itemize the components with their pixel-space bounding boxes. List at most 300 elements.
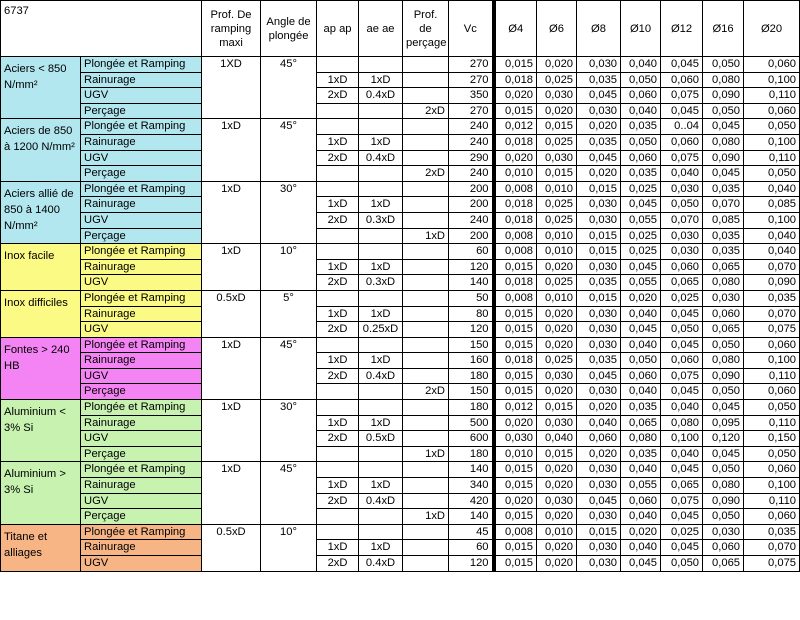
vc-value: 350 bbox=[449, 88, 494, 104]
ae-value: 0.5xD bbox=[359, 431, 403, 447]
plunge-angle: 30° bbox=[261, 181, 317, 243]
feed-value: 0,060 bbox=[744, 462, 800, 478]
feed-value: 0,075 bbox=[744, 322, 800, 338]
feed-value: 0,040 bbox=[621, 306, 661, 322]
drilling-depth bbox=[403, 150, 449, 166]
ap-value: 2xD bbox=[317, 322, 359, 338]
feed-value: 0,020 bbox=[494, 493, 537, 509]
drilling-depth: 1xD bbox=[403, 509, 449, 525]
feed-value: 0,030 bbox=[577, 540, 621, 556]
ap-value: 1xD bbox=[317, 72, 359, 88]
feed-value: 0,050 bbox=[703, 384, 744, 400]
feed-value: 0,015 bbox=[537, 166, 577, 182]
operation-label: Plongée et Ramping bbox=[81, 462, 202, 478]
operation-label: Perçage bbox=[81, 384, 202, 400]
ae-value bbox=[359, 337, 403, 353]
feed-value: 0,015 bbox=[577, 228, 621, 244]
operation-label: Plongée et Ramping bbox=[81, 244, 202, 260]
vc-value: 270 bbox=[449, 103, 494, 119]
table-row bbox=[1, 290, 800, 306]
table-row bbox=[1, 88, 800, 104]
feed-value: 0,015 bbox=[494, 368, 537, 384]
feed-value: 0,045 bbox=[661, 306, 703, 322]
header-diameter: Ø12 bbox=[661, 1, 703, 57]
feed-value: 0,070 bbox=[661, 212, 703, 228]
feed-value: 0,050 bbox=[621, 134, 661, 150]
vc-value: 45 bbox=[449, 524, 494, 540]
feed-value: 0,080 bbox=[703, 275, 744, 291]
operation-label: UGV bbox=[81, 150, 202, 166]
vc-value: 140 bbox=[449, 509, 494, 525]
ae-value: 1xD bbox=[359, 197, 403, 213]
table-row bbox=[1, 166, 800, 182]
ap-value: 2xD bbox=[317, 431, 359, 447]
drilling-depth bbox=[403, 431, 449, 447]
feed-value: 0,045 bbox=[577, 493, 621, 509]
feed-value: 0,065 bbox=[703, 259, 744, 275]
table-row bbox=[1, 353, 800, 369]
vc-value: 240 bbox=[449, 212, 494, 228]
ap-value bbox=[317, 384, 359, 400]
ap-value: 1xD bbox=[317, 540, 359, 556]
ap-value: 1xD bbox=[317, 353, 359, 369]
feed-value: 0,030 bbox=[537, 368, 577, 384]
operation-label: Plongée et Ramping bbox=[81, 524, 202, 540]
ramping-depth: 1XD bbox=[202, 57, 261, 119]
feed-value: 0,100 bbox=[744, 353, 800, 369]
feed-value: 0,100 bbox=[744, 212, 800, 228]
plunge-angle: 30° bbox=[261, 400, 317, 462]
feed-value: 0,045 bbox=[577, 88, 621, 104]
feed-value: 0,030 bbox=[661, 181, 703, 197]
feed-value: 0,060 bbox=[661, 353, 703, 369]
ae-value: 1xD bbox=[359, 353, 403, 369]
feed-value: 0,045 bbox=[621, 197, 661, 213]
feed-value: 0,065 bbox=[621, 415, 661, 431]
feed-value: 0,110 bbox=[744, 415, 800, 431]
plunge-angle: 45° bbox=[261, 57, 317, 119]
feed-value: 0,065 bbox=[703, 556, 744, 572]
ap-value bbox=[317, 462, 359, 478]
feed-value: 0,008 bbox=[494, 524, 537, 540]
feed-value: 0,040 bbox=[621, 103, 661, 119]
feed-value: 0,055 bbox=[621, 212, 661, 228]
table-body bbox=[1, 57, 800, 572]
feed-value: 0,030 bbox=[661, 228, 703, 244]
ap-value: 2xD bbox=[317, 368, 359, 384]
feed-value: 0,080 bbox=[621, 431, 661, 447]
header-angle-plongee: Angle de plongée bbox=[261, 1, 317, 57]
vc-value: 150 bbox=[449, 384, 494, 400]
ramping-depth: 1xD bbox=[202, 400, 261, 462]
feed-value: 0,018 bbox=[494, 72, 537, 88]
feed-value: 0,070 bbox=[744, 259, 800, 275]
feed-value: 0,090 bbox=[703, 88, 744, 104]
feed-value: 0,080 bbox=[703, 478, 744, 494]
feed-value: 0,020 bbox=[537, 337, 577, 353]
ae-value bbox=[359, 400, 403, 416]
feed-value: 0,015 bbox=[494, 103, 537, 119]
operation-label: Perçage bbox=[81, 509, 202, 525]
feed-value: 0,060 bbox=[661, 134, 703, 150]
ae-value: 1xD bbox=[359, 72, 403, 88]
table-row bbox=[1, 493, 800, 509]
ae-value: 0.4xD bbox=[359, 150, 403, 166]
feed-value: 0,030 bbox=[577, 322, 621, 338]
ae-value bbox=[359, 290, 403, 306]
feed-value: 0,018 bbox=[494, 275, 537, 291]
feed-value: 0,030 bbox=[577, 103, 621, 119]
table-row bbox=[1, 275, 800, 291]
feed-value: 0,080 bbox=[703, 134, 744, 150]
feed-value: 0,075 bbox=[661, 88, 703, 104]
drilling-depth bbox=[403, 353, 449, 369]
feed-value: 0,020 bbox=[537, 384, 577, 400]
drilling-depth bbox=[403, 134, 449, 150]
feed-value: 0,015 bbox=[577, 181, 621, 197]
feed-value: 0,025 bbox=[537, 212, 577, 228]
feed-value: 0,060 bbox=[577, 431, 621, 447]
feed-value: 0,020 bbox=[577, 119, 621, 135]
ae-value: 0.25xD bbox=[359, 322, 403, 338]
feed-value: 0,015 bbox=[494, 556, 537, 572]
table-row bbox=[1, 415, 800, 431]
ae-value bbox=[359, 244, 403, 260]
feed-value: 0,018 bbox=[494, 353, 537, 369]
feed-value: 0,012 bbox=[494, 119, 537, 135]
feed-value: 0,030 bbox=[537, 88, 577, 104]
feed-value: 0,030 bbox=[577, 306, 621, 322]
feed-value: 0,080 bbox=[661, 415, 703, 431]
feed-value: 0,040 bbox=[661, 400, 703, 416]
operation-label: Rainurage bbox=[81, 72, 202, 88]
drilling-depth bbox=[403, 72, 449, 88]
header-prof-percage: Prof. de perçage bbox=[403, 1, 449, 57]
table-row bbox=[1, 478, 800, 494]
drilling-depth bbox=[403, 259, 449, 275]
table-row bbox=[1, 57, 800, 73]
feed-value: 0,035 bbox=[621, 166, 661, 182]
feed-value: 0,015 bbox=[494, 384, 537, 400]
table-row bbox=[1, 197, 800, 213]
ap-value bbox=[317, 103, 359, 119]
vc-value: 240 bbox=[449, 166, 494, 182]
feed-value: 0,030 bbox=[577, 556, 621, 572]
ramping-depth: 1xD bbox=[202, 244, 261, 291]
plunge-angle: 45° bbox=[261, 462, 317, 524]
operation-label: Perçage bbox=[81, 166, 202, 182]
drilling-depth bbox=[403, 368, 449, 384]
vc-value: 180 bbox=[449, 446, 494, 462]
material-name: Aluminium > 3% Si bbox=[1, 462, 81, 524]
operation-label: Rainurage bbox=[81, 134, 202, 150]
drilling-depth bbox=[403, 306, 449, 322]
ae-value bbox=[359, 166, 403, 182]
feed-value: 0,050 bbox=[703, 103, 744, 119]
feed-value: 0,015 bbox=[494, 509, 537, 525]
ramping-depth: 0.5xD bbox=[202, 290, 261, 337]
feed-value: 0,025 bbox=[537, 134, 577, 150]
operation-label: Rainurage bbox=[81, 259, 202, 275]
feed-value: 0,018 bbox=[494, 134, 537, 150]
drilling-depth bbox=[403, 400, 449, 416]
feed-value: 0,070 bbox=[744, 306, 800, 322]
ae-value bbox=[359, 57, 403, 73]
feed-value: 0,035 bbox=[703, 244, 744, 260]
feed-value: 0,045 bbox=[661, 103, 703, 119]
operation-label: Rainurage bbox=[81, 197, 202, 213]
feed-value: 0,060 bbox=[621, 150, 661, 166]
feed-value: 0,010 bbox=[537, 181, 577, 197]
ae-value bbox=[359, 119, 403, 135]
feed-value: 0,060 bbox=[661, 72, 703, 88]
feed-value: 0,065 bbox=[703, 322, 744, 338]
header-diameter: Ø10 bbox=[621, 1, 661, 57]
vc-value: 270 bbox=[449, 72, 494, 88]
feed-value: 0,050 bbox=[621, 72, 661, 88]
operation-label: UGV bbox=[81, 275, 202, 291]
ae-value bbox=[359, 384, 403, 400]
feed-value: 0,015 bbox=[537, 400, 577, 416]
drilling-depth: 1xD bbox=[403, 228, 449, 244]
feed-value: 0,035 bbox=[621, 400, 661, 416]
feed-value: 0,035 bbox=[703, 181, 744, 197]
feed-value: 0,020 bbox=[537, 462, 577, 478]
table-row bbox=[1, 181, 800, 197]
operation-label: Plongée et Ramping bbox=[81, 119, 202, 135]
drilling-depth: 2xD bbox=[403, 103, 449, 119]
feed-value: 0,008 bbox=[494, 181, 537, 197]
feed-value: 0,060 bbox=[744, 337, 800, 353]
ramping-depth: 1xD bbox=[202, 337, 261, 399]
ap-value bbox=[317, 524, 359, 540]
vc-value: 80 bbox=[449, 306, 494, 322]
feed-value: 0,025 bbox=[661, 290, 703, 306]
feed-value: 0,090 bbox=[703, 150, 744, 166]
feed-value: 0,085 bbox=[744, 197, 800, 213]
feed-value: 0,055 bbox=[621, 478, 661, 494]
feed-value: 0,020 bbox=[537, 259, 577, 275]
vc-value: 150 bbox=[449, 337, 494, 353]
feed-value: 0,015 bbox=[494, 306, 537, 322]
feed-value: 0,015 bbox=[537, 119, 577, 135]
table-row bbox=[1, 134, 800, 150]
feed-value: 0,060 bbox=[621, 493, 661, 509]
ae-value bbox=[359, 181, 403, 197]
feed-value: 0,060 bbox=[621, 368, 661, 384]
feed-value: 0,010 bbox=[494, 166, 537, 182]
material-name: Aciers de 850 à 1200 N/mm² bbox=[1, 119, 81, 181]
feed-value: 0,090 bbox=[744, 275, 800, 291]
feed-value: 0,020 bbox=[577, 446, 621, 462]
ae-value: 0.4xD bbox=[359, 556, 403, 572]
ae-value bbox=[359, 524, 403, 540]
feed-value: 0,030 bbox=[577, 212, 621, 228]
feed-value: 0,030 bbox=[577, 57, 621, 73]
operation-label: Plongée et Ramping bbox=[81, 290, 202, 306]
feed-value: 0,045 bbox=[703, 119, 744, 135]
feed-value: 0,045 bbox=[703, 166, 744, 182]
ap-value: 2xD bbox=[317, 88, 359, 104]
feed-value: 0,100 bbox=[744, 72, 800, 88]
ap-value: 2xD bbox=[317, 556, 359, 572]
feed-value: 0,040 bbox=[661, 166, 703, 182]
drilling-depth bbox=[403, 337, 449, 353]
ap-value bbox=[317, 400, 359, 416]
feed-value: 0,020 bbox=[577, 400, 621, 416]
feed-value: 0,025 bbox=[537, 353, 577, 369]
ae-value: 1xD bbox=[359, 259, 403, 275]
table-row bbox=[1, 306, 800, 322]
operation-label: Rainurage bbox=[81, 540, 202, 556]
ramping-depth: 1xD bbox=[202, 181, 261, 243]
header-diameter: Ø8 bbox=[577, 1, 621, 57]
feed-value: 0,050 bbox=[744, 166, 800, 182]
ap-value: 1xD bbox=[317, 134, 359, 150]
feed-value: 0,040 bbox=[744, 228, 800, 244]
feed-value: 0,030 bbox=[537, 415, 577, 431]
header-diameter: Ø4 bbox=[494, 1, 537, 57]
feed-value: 0,110 bbox=[744, 368, 800, 384]
feed-value: 0,020 bbox=[621, 524, 661, 540]
feed-value: 0,090 bbox=[703, 368, 744, 384]
feed-value: 0,050 bbox=[621, 353, 661, 369]
table-row bbox=[1, 462, 800, 478]
drilling-depth: 2xD bbox=[403, 384, 449, 400]
drilling-depth: 1xD bbox=[403, 446, 449, 462]
feed-value: 0,050 bbox=[744, 400, 800, 416]
feed-value: 0,035 bbox=[744, 290, 800, 306]
feed-value: 0,040 bbox=[744, 181, 800, 197]
feed-value: 0,050 bbox=[703, 57, 744, 73]
feed-value: 0,030 bbox=[577, 259, 621, 275]
feed-value: 0,025 bbox=[537, 197, 577, 213]
ap-value: 2xD bbox=[317, 212, 359, 228]
table-row bbox=[1, 540, 800, 556]
plunge-angle: 10° bbox=[261, 524, 317, 571]
feed-value: 0,110 bbox=[744, 88, 800, 104]
ramping-depth: 1xD bbox=[202, 462, 261, 524]
table-row bbox=[1, 150, 800, 166]
drilling-depth bbox=[403, 540, 449, 556]
feed-value: 0,040 bbox=[744, 244, 800, 260]
feed-value: 0,050 bbox=[661, 197, 703, 213]
vc-value: 140 bbox=[449, 275, 494, 291]
operation-label: UGV bbox=[81, 493, 202, 509]
ae-value: 0.3xD bbox=[359, 212, 403, 228]
feed-value: 0,035 bbox=[577, 275, 621, 291]
feed-value: 0,040 bbox=[661, 446, 703, 462]
feed-value: 0,040 bbox=[621, 57, 661, 73]
table-row bbox=[1, 446, 800, 462]
feed-value: 0,060 bbox=[703, 306, 744, 322]
feed-value: 0,020 bbox=[537, 306, 577, 322]
feed-value: 0,045 bbox=[621, 556, 661, 572]
table-row bbox=[1, 259, 800, 275]
vc-value: 420 bbox=[449, 493, 494, 509]
feed-value: 0,045 bbox=[577, 368, 621, 384]
feed-value: 0,075 bbox=[661, 368, 703, 384]
ae-value: 1xD bbox=[359, 306, 403, 322]
feed-value: 0,040 bbox=[621, 337, 661, 353]
ap-value bbox=[317, 119, 359, 135]
ap-value: 1xD bbox=[317, 478, 359, 494]
plunge-angle: 45° bbox=[261, 119, 317, 181]
feed-value: 0,025 bbox=[661, 524, 703, 540]
vc-value: 200 bbox=[449, 181, 494, 197]
ae-value bbox=[359, 228, 403, 244]
feed-value: 0,015 bbox=[577, 524, 621, 540]
feed-value: 0,075 bbox=[661, 493, 703, 509]
feed-value: 0,015 bbox=[494, 337, 537, 353]
feed-value: 0,030 bbox=[494, 431, 537, 447]
feed-value: 0,030 bbox=[577, 197, 621, 213]
feed-value: 0,030 bbox=[703, 290, 744, 306]
ae-value: 1xD bbox=[359, 478, 403, 494]
drilling-depth bbox=[403, 212, 449, 228]
operation-label: UGV bbox=[81, 322, 202, 338]
vc-value: 120 bbox=[449, 556, 494, 572]
table-row bbox=[1, 431, 800, 447]
feed-value: 0,050 bbox=[744, 119, 800, 135]
feed-value: 0,050 bbox=[703, 337, 744, 353]
table-row bbox=[1, 212, 800, 228]
ramping-depth: 1xD bbox=[202, 119, 261, 181]
material-name: Fontes > 240 HB bbox=[1, 337, 81, 399]
vc-value: 160 bbox=[449, 353, 494, 369]
operation-label: Rainurage bbox=[81, 306, 202, 322]
material-name: Aciers allié de 850 à 1400 N/mm² bbox=[1, 181, 81, 243]
drilling-depth bbox=[403, 290, 449, 306]
table-header bbox=[1, 1, 800, 57]
feed-value: 0,010 bbox=[537, 244, 577, 260]
ap-value: 1xD bbox=[317, 415, 359, 431]
drilling-depth bbox=[403, 119, 449, 135]
feed-value: 0,080 bbox=[703, 72, 744, 88]
feed-value: 0,020 bbox=[537, 556, 577, 572]
feed-value: 0,045 bbox=[661, 57, 703, 73]
table-row bbox=[1, 368, 800, 384]
feed-value: 0,050 bbox=[661, 556, 703, 572]
drilling-depth bbox=[403, 181, 449, 197]
drilling-depth bbox=[403, 275, 449, 291]
feed-value: 0,025 bbox=[621, 228, 661, 244]
ae-value: 1xD bbox=[359, 540, 403, 556]
ae-value: 0.4xD bbox=[359, 88, 403, 104]
table-row bbox=[1, 509, 800, 525]
material-name: Inox difficiles bbox=[1, 290, 81, 337]
header-ae: ae ae bbox=[359, 1, 403, 57]
ae-value bbox=[359, 446, 403, 462]
drilling-depth bbox=[403, 244, 449, 260]
feed-value: 0,010 bbox=[494, 446, 537, 462]
feed-value: 0,065 bbox=[661, 275, 703, 291]
header-diameter: Ø20 bbox=[744, 1, 800, 57]
plunge-angle: 5° bbox=[261, 290, 317, 337]
feed-value: 0,030 bbox=[577, 509, 621, 525]
feed-value: 0,035 bbox=[577, 134, 621, 150]
ramping-depth: 0.5xD bbox=[202, 524, 261, 571]
feed-value: 0,018 bbox=[494, 197, 537, 213]
material-name: Aluminium < 3% Si bbox=[1, 400, 81, 462]
ap-value bbox=[317, 446, 359, 462]
feed-value: 0,010 bbox=[537, 228, 577, 244]
drilling-depth bbox=[403, 478, 449, 494]
plunge-angle: 45° bbox=[261, 337, 317, 399]
feed-value: 0,030 bbox=[661, 244, 703, 260]
feed-value: 0,015 bbox=[494, 259, 537, 275]
header-diameter: Ø6 bbox=[537, 1, 577, 57]
